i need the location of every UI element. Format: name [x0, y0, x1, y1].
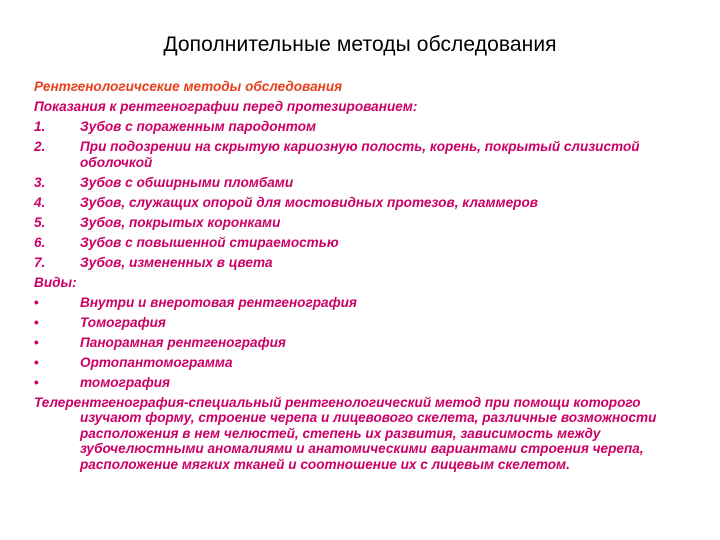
type-item — [34, 335, 674, 351]
bullet-icon: • — [34, 294, 39, 310]
indication-item — [34, 255, 674, 271]
list-item-text: Зубов, служащих опорой для мостовидных протезов, кламмеров — [80, 194, 538, 210]
list-item-text: Зубов, покрытых коронками — [80, 214, 281, 230]
indication-item — [34, 215, 674, 231]
slide-content — [34, 79, 674, 472]
type-item — [34, 315, 674, 331]
indications-heading: Показания к рентгенографии перед протезированием: — [34, 99, 418, 114]
list-number: 2. — [34, 139, 46, 154]
list-number: 4. — [34, 194, 46, 210]
list-item-text: Зубов с повышенной стираемостью — [80, 234, 339, 250]
list-number: 7. — [34, 254, 46, 270]
type-item — [34, 355, 674, 371]
types-list — [34, 295, 674, 391]
list-item-text: томография — [80, 374, 171, 390]
indication-item — [34, 119, 674, 135]
list-item-text: Зубов с пораженным пародонтом — [80, 119, 317, 134]
definition-paragraph: Телерентгенография-специальный рентгенологический метод при помощи которого изучают форму, строение черепа и лицевового скелета, различные возможности расположения в нем челюстей, степень их развития, зависимость между зубочелюстными аномалиями и анатомическими вариантами строения черепа, расположение мягких тканей и соотношение их с лицевым скелетом. — [34, 394, 657, 472]
list-item-text: Зубов, измененных в цвета — [80, 254, 273, 270]
list-item-text: Внутри и внеротовая рентгенография — [80, 294, 357, 310]
types-heading: Виды: — [34, 274, 77, 290]
bullet-icon: • — [34, 354, 39, 370]
type-item — [34, 295, 674, 311]
list-number: 3. — [34, 174, 46, 190]
list-item-text: Ортопантомограмма — [80, 354, 233, 370]
list-item-text: Панорамная рентгенография — [80, 334, 286, 350]
section-subtitle: Рентгенологичсекие методы обследования — [34, 79, 343, 94]
indication-item — [34, 195, 674, 211]
bullet-icon: • — [34, 374, 39, 390]
bullet-icon: • — [34, 314, 39, 330]
list-item-text: При подозрении на скрытую кариозную полость, корень, покрытый слизистой оболочкой — [80, 139, 640, 170]
list-number: 6. — [34, 234, 46, 250]
type-item — [34, 375, 674, 391]
list-item-text: Томография — [80, 314, 166, 330]
list-item-text: Зубов с обширными пломбами — [80, 174, 294, 190]
indication-item — [34, 139, 674, 170]
indication-item — [34, 175, 674, 191]
indication-item — [34, 235, 674, 251]
list-number: 1. — [34, 119, 46, 134]
slide-title: Дополнительные методы обследования — [163, 33, 557, 56]
bullet-icon: • — [34, 334, 39, 350]
indications-list — [34, 119, 674, 270]
list-number: 5. — [34, 214, 46, 230]
